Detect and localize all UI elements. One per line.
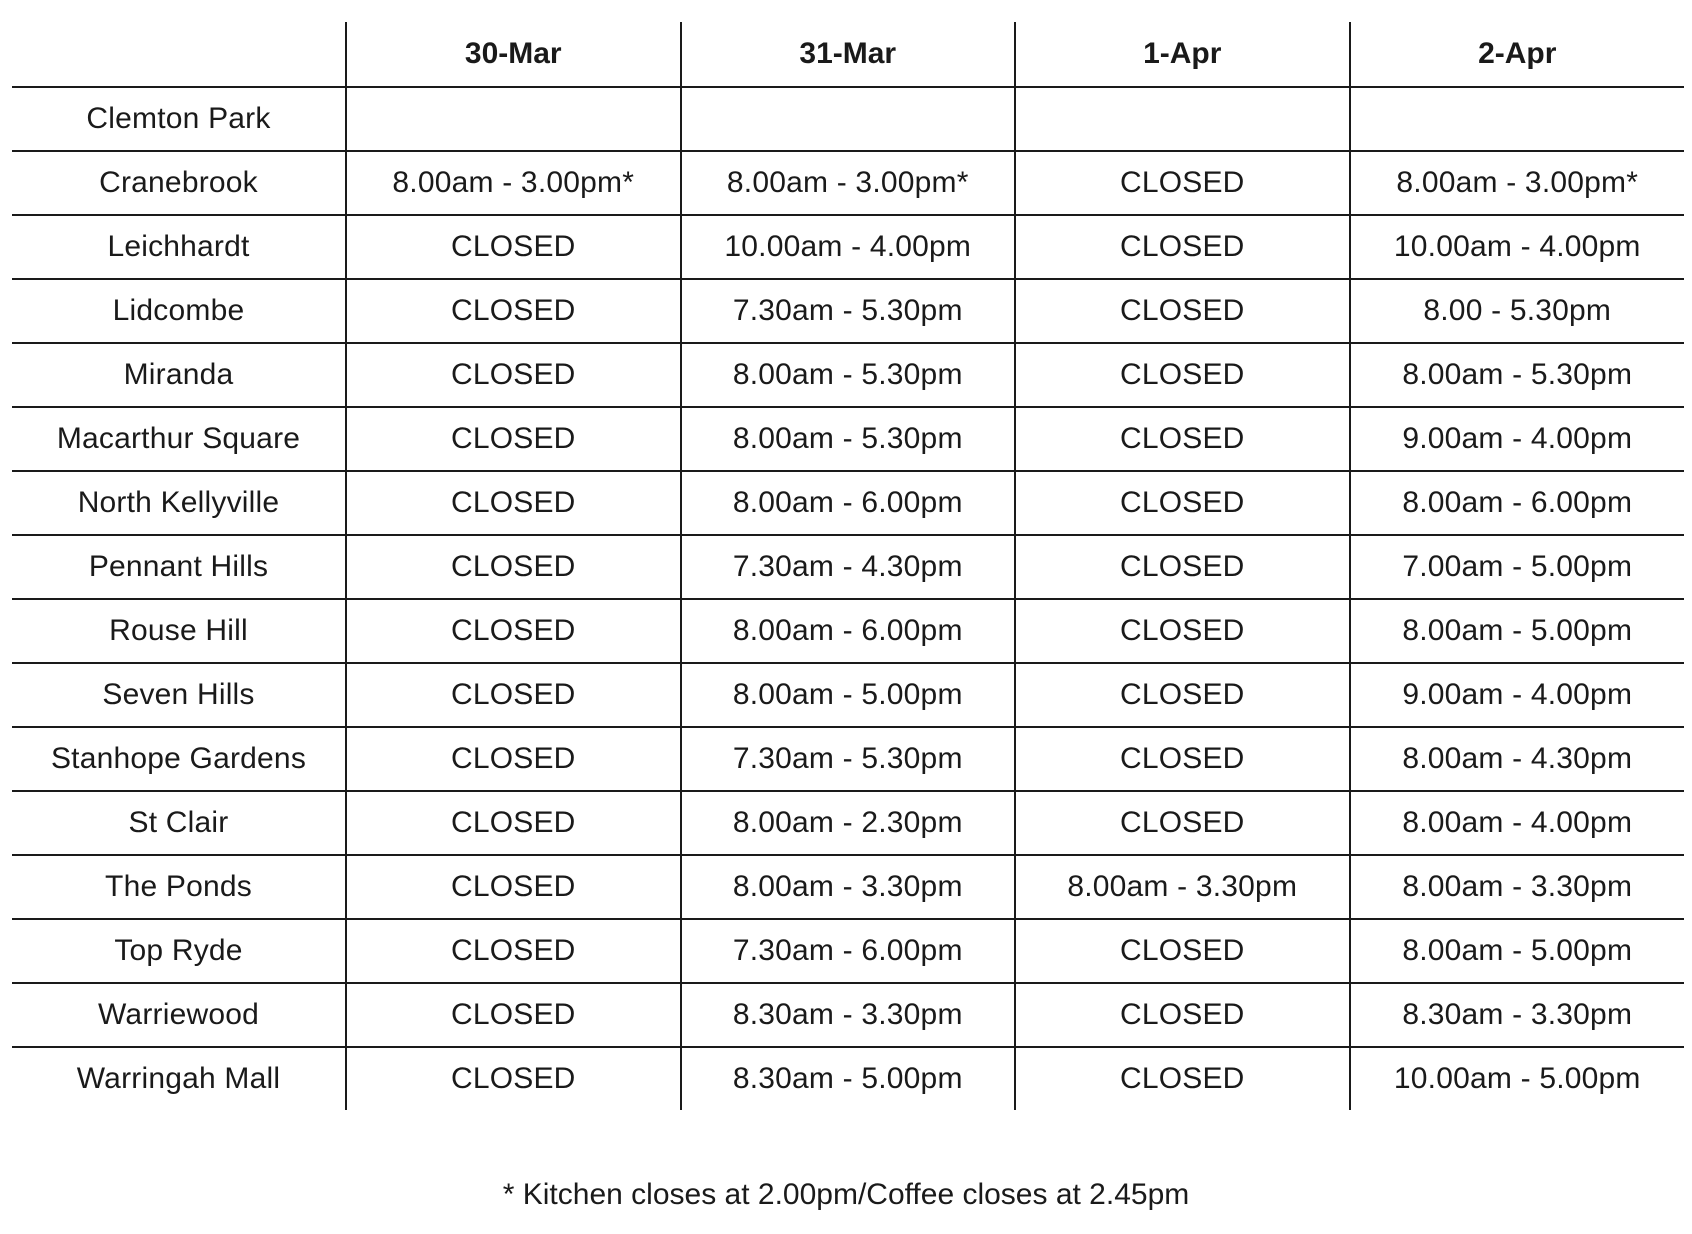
trading-hours-table <box>12 22 1684 1110</box>
hours-cell: CLOSED <box>1015 727 1350 791</box>
hours-cell: 8.00am - 4.00pm <box>1350 791 1685 855</box>
location-name: Miranda <box>12 343 346 407</box>
table-header <box>12 22 1684 87</box>
location-name: Pennant Hills <box>12 535 346 599</box>
hours-cell: 8.00am - 2.30pm <box>681 791 1016 855</box>
location-name: North Kellyville <box>12 471 346 535</box>
location-name: Macarthur Square <box>12 407 346 471</box>
location-name: Warringah Mall <box>76 1062 281 1095</box>
table-row <box>12 279 1684 343</box>
hours-cell: 9.00am - 4.00pm <box>1350 407 1685 471</box>
location-name: Rouse Hill <box>12 599 346 663</box>
hours-cell: 8.00am - 3.00pm* <box>346 151 681 215</box>
hours-cell: CLOSED <box>1015 599 1350 663</box>
hours-cell: CLOSED <box>1015 215 1350 279</box>
hours-cell: 8.00am - 5.00pm <box>1350 919 1685 983</box>
hours-cell: CLOSED <box>346 919 681 983</box>
table-row <box>12 87 1684 151</box>
header-location <box>12 22 346 87</box>
table-row <box>12 663 1684 727</box>
hours-cell <box>346 87 681 151</box>
header-date: 1-Apr <box>1015 22 1350 87</box>
table-row <box>12 727 1684 791</box>
location-name: Top Ryde <box>12 919 346 983</box>
table-row <box>12 855 1684 919</box>
hours-cell: CLOSED <box>1015 279 1350 343</box>
location-name: Warriewood <box>12 983 346 1047</box>
hours-cell: 8.30am - 3.30pm <box>681 983 1016 1047</box>
table-row <box>12 1047 1684 1110</box>
header-date: 31-Mar <box>681 22 1016 87</box>
hours-cell: 8.00 - 5.30pm <box>1350 279 1685 343</box>
hours-cell: CLOSED <box>1015 343 1350 407</box>
hours-cell: 8.00am - 5.30pm <box>681 343 1016 407</box>
hours-cell: CLOSED <box>346 983 681 1047</box>
hours-cell: 8.00am - 6.00pm <box>1350 471 1685 535</box>
table-row <box>12 535 1684 599</box>
table-row <box>12 343 1684 407</box>
location-name: Leichhardt <box>12 215 346 279</box>
hours-cell: CLOSED <box>1015 471 1350 535</box>
hours-cell: 10.00am - 4.00pm <box>1350 215 1685 279</box>
hours-cell: CLOSED <box>346 343 681 407</box>
location-name: Lidcombe <box>12 279 346 343</box>
hours-cell <box>681 87 1016 151</box>
hours-cell: 7.30am - 4.30pm <box>681 535 1016 599</box>
hours-cell: 8.00am - 5.30pm <box>681 407 1016 471</box>
hours-cell: 8.00am - 3.00pm* <box>1350 151 1685 215</box>
hours-cell: 8.00am - 6.00pm <box>681 471 1016 535</box>
hours-cell <box>1350 87 1685 151</box>
hours-cell: CLOSED <box>346 535 681 599</box>
table-row <box>12 599 1684 663</box>
location-name: Seven Hills <box>12 663 346 727</box>
hours-cell: CLOSED <box>346 791 681 855</box>
hours-cell: 9.00am - 4.00pm <box>1350 663 1685 727</box>
table-row <box>12 407 1684 471</box>
hours-cell: CLOSED <box>1015 983 1350 1047</box>
hours-cell: CLOSED <box>346 855 681 919</box>
hours-cell: CLOSED <box>1015 407 1350 471</box>
hours-cell: 10.00am - 5.00pm <box>1350 1047 1685 1110</box>
table-row <box>12 983 1684 1047</box>
header-date: 2-Apr <box>1350 22 1685 87</box>
table-row <box>12 215 1684 279</box>
hours-cell: CLOSED <box>346 407 681 471</box>
hours-cell: CLOSED <box>346 727 681 791</box>
hours-cell: CLOSED <box>1015 919 1350 983</box>
location-name: St Clair <box>12 791 346 855</box>
header-date: 30-Mar <box>346 22 681 87</box>
hours-cell: 7.30am - 5.30pm <box>681 279 1016 343</box>
hours-cell: CLOSED <box>346 1047 681 1110</box>
footnote: * Kitchen closes at 2.00pm/Coffee closes at 2.45pm <box>502 1178 1190 1211</box>
hours-cell: 8.00am - 4.30pm <box>1350 727 1685 791</box>
hours-cell: 7.00am - 5.00pm <box>1350 535 1685 599</box>
hours-cell: 8.00am - 3.30pm <box>681 855 1016 919</box>
table-row <box>12 791 1684 855</box>
location-name: The Ponds <box>12 855 346 919</box>
hours-cell: CLOSED <box>346 471 681 535</box>
hours-cell: CLOSED <box>346 215 681 279</box>
table-body <box>12 87 1684 1110</box>
table-row <box>12 471 1684 535</box>
hours-cell: 8.00am - 5.00pm <box>1350 599 1685 663</box>
location-name: Cranebrook <box>12 151 346 215</box>
hours-cell: 8.00am - 5.00pm <box>681 663 1016 727</box>
hours-cell: CLOSED <box>346 279 681 343</box>
location-name: Stanhope Gardens <box>12 727 346 791</box>
hours-cell: 10.00am - 4.00pm <box>681 215 1016 279</box>
hours-cell: 8.30am - 5.00pm <box>681 1047 1016 1110</box>
hours-cell: 8.00am - 3.30pm <box>1015 855 1350 919</box>
hours-cell: 8.00am - 3.00pm* <box>681 151 1016 215</box>
hours-cell: CLOSED <box>346 663 681 727</box>
hours-cell: 8.00am - 6.00pm <box>681 599 1016 663</box>
table-row <box>12 151 1684 215</box>
hours-cell: 8.00am - 5.30pm <box>1350 343 1685 407</box>
location-name: Clemton Park <box>12 87 346 151</box>
hours-cell <box>1015 87 1350 151</box>
hours-cell: CLOSED <box>1015 535 1350 599</box>
hours-cell: CLOSED <box>1015 791 1350 855</box>
hours-cell: 8.30am - 3.30pm <box>1350 983 1685 1047</box>
hours-cell: CLOSED <box>1015 1047 1350 1110</box>
hours-cell: CLOSED <box>1015 663 1350 727</box>
header-row <box>12 22 1684 87</box>
hours-cell: CLOSED <box>1015 151 1350 215</box>
table-row <box>12 919 1684 983</box>
hours-cell: CLOSED <box>346 599 681 663</box>
hours-cell: 7.30am - 6.00pm <box>681 919 1016 983</box>
hours-cell: 8.00am - 3.30pm <box>1350 855 1685 919</box>
hours-cell: 7.30am - 5.30pm <box>681 727 1016 791</box>
